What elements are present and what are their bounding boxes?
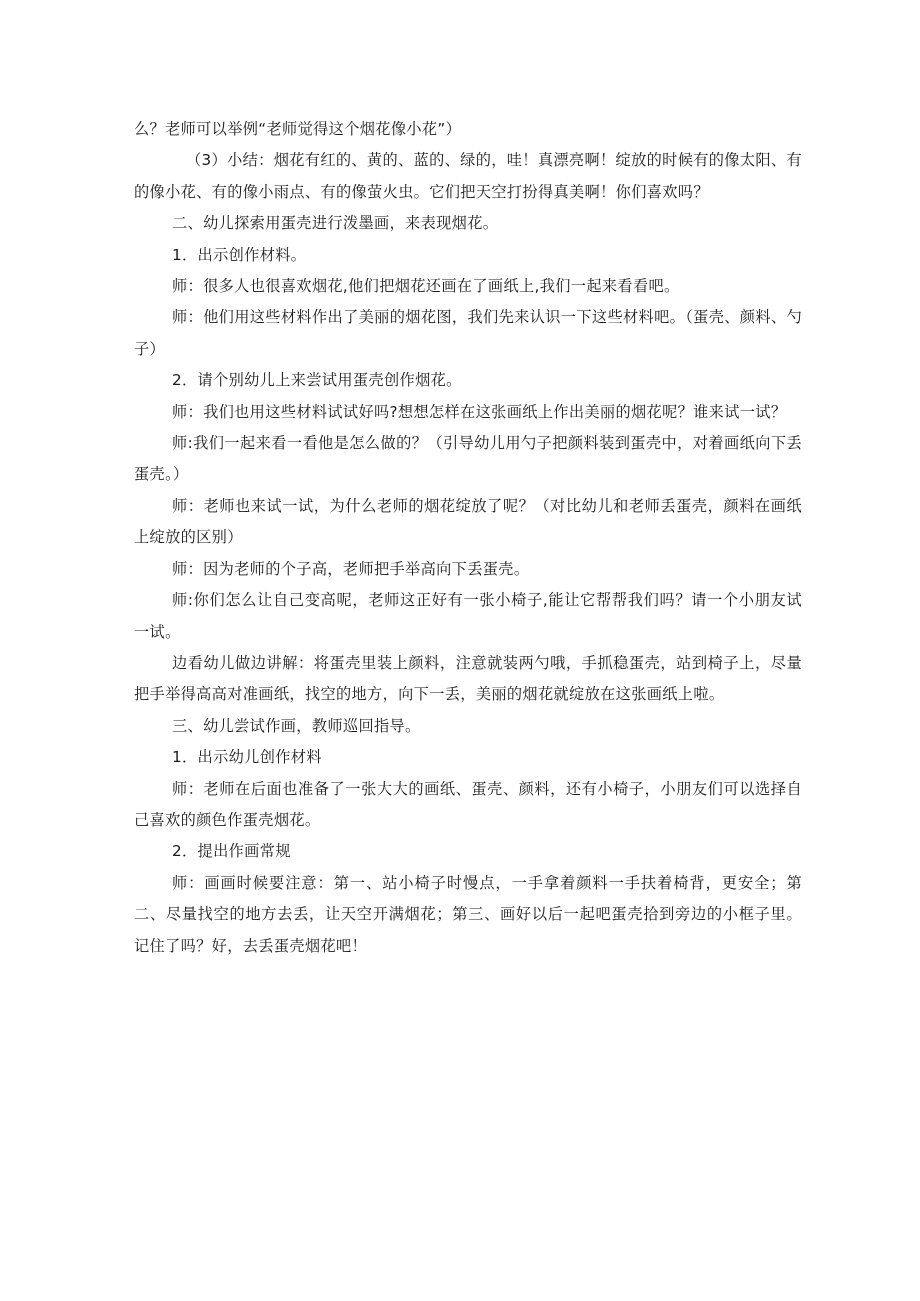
paragraph-teacher-line: 师：他们用这些材料作出了美丽的烟花图，我们先来认识一下这些材料吧。（蛋壳、颜料、勺子） <box>134 308 802 358</box>
paragraph-teacher-line: 师：很多人也很喜欢烟花,他们把烟花还画在了画纸上,我们一起来看看吧。 <box>172 277 680 296</box>
paragraph-teacher-line: 师：因为老师的个子高，老师把手举高向下丢蛋壳。 <box>172 559 530 578</box>
document-body <box>134 114 802 962</box>
paragraph-question-continuation: 么？老师可以举例“老师觉得这个烟花像小花”） <box>134 120 462 138</box>
step-show-materials: 1．出示创作材料。 <box>172 245 307 264</box>
paragraph-teacher-line: 师：画画时候要注意：第一、站小椅子时慢点，一手拿着颜料一手扶着椅背，更安全；第二、尽量找空的地方去丢，让天空开满烟花；第三、画好以后一起吧蛋壳拾到旁边的小框子里。记住了吗？好，去丢蛋壳烟花吧！ <box>134 873 802 955</box>
paragraph-summary: （3）小结：烟花有红的、黄的、蓝的、绿的，哇！真漂亮啊！绽放的时候有的像太阳、有的像小花、有的像小雨点、有的像萤火虫。它们把天空打扮得真美啊！你们喜欢吗？ <box>134 151 802 201</box>
paragraph-teacher-line: 师:我们一起来看一看他是怎么做的？（引导幼儿用勺子把颜料装到蛋壳中，对着画纸向下丢蛋壳。） <box>134 434 802 484</box>
paragraph-teacher-line: 师：老师在后面也准备了一张大大的画纸、蛋壳、颜料，还有小椅子，小朋友们可以选择自己喜欢的颜色作蛋壳烟花。 <box>134 779 802 829</box>
section-heading-explore: 二、幼儿探索用蛋壳进行泼墨画，来表现烟花。 <box>172 214 499 233</box>
step-show-child-materials: 1．出示幼儿创作材料 <box>172 748 322 767</box>
step-painting-rules: 2．提出作画常规 <box>172 842 291 861</box>
paragraph-teacher-line: 师:你们怎么让自己变高呢，老师这正好有一张小椅子,能让它帮帮我们吗？请一个小朋友试一试。 <box>134 591 802 641</box>
step-child-try: 2．请个别幼儿上来尝试用蛋壳创作烟花。 <box>172 371 462 390</box>
paragraph-teacher-line: 师：我们也用这些材料试试好吗?想想怎样在这张画纸上作出美丽的烟花呢？谁来试一试？ <box>172 402 787 421</box>
paragraph-teacher-line: 师：老师也来试一试，为什么老师的烟花绽放了呢？（对比幼儿和老师丢蛋壳，颜料在画纸上绽放的区别） <box>134 496 802 547</box>
section-heading-practice: 三、幼儿尝试作画，教师巡回指导。 <box>172 716 421 735</box>
paragraph-explanation: 边看幼儿做边讲解：将蛋壳里装上颜料，注意就装两勺哦，手抓稳蛋壳，站到椅子上，尽量把手举得高高对准画纸，找空的地方，向下一丢，美丽的烟花就绽放在这张画纸上啦。 <box>134 653 802 704</box>
